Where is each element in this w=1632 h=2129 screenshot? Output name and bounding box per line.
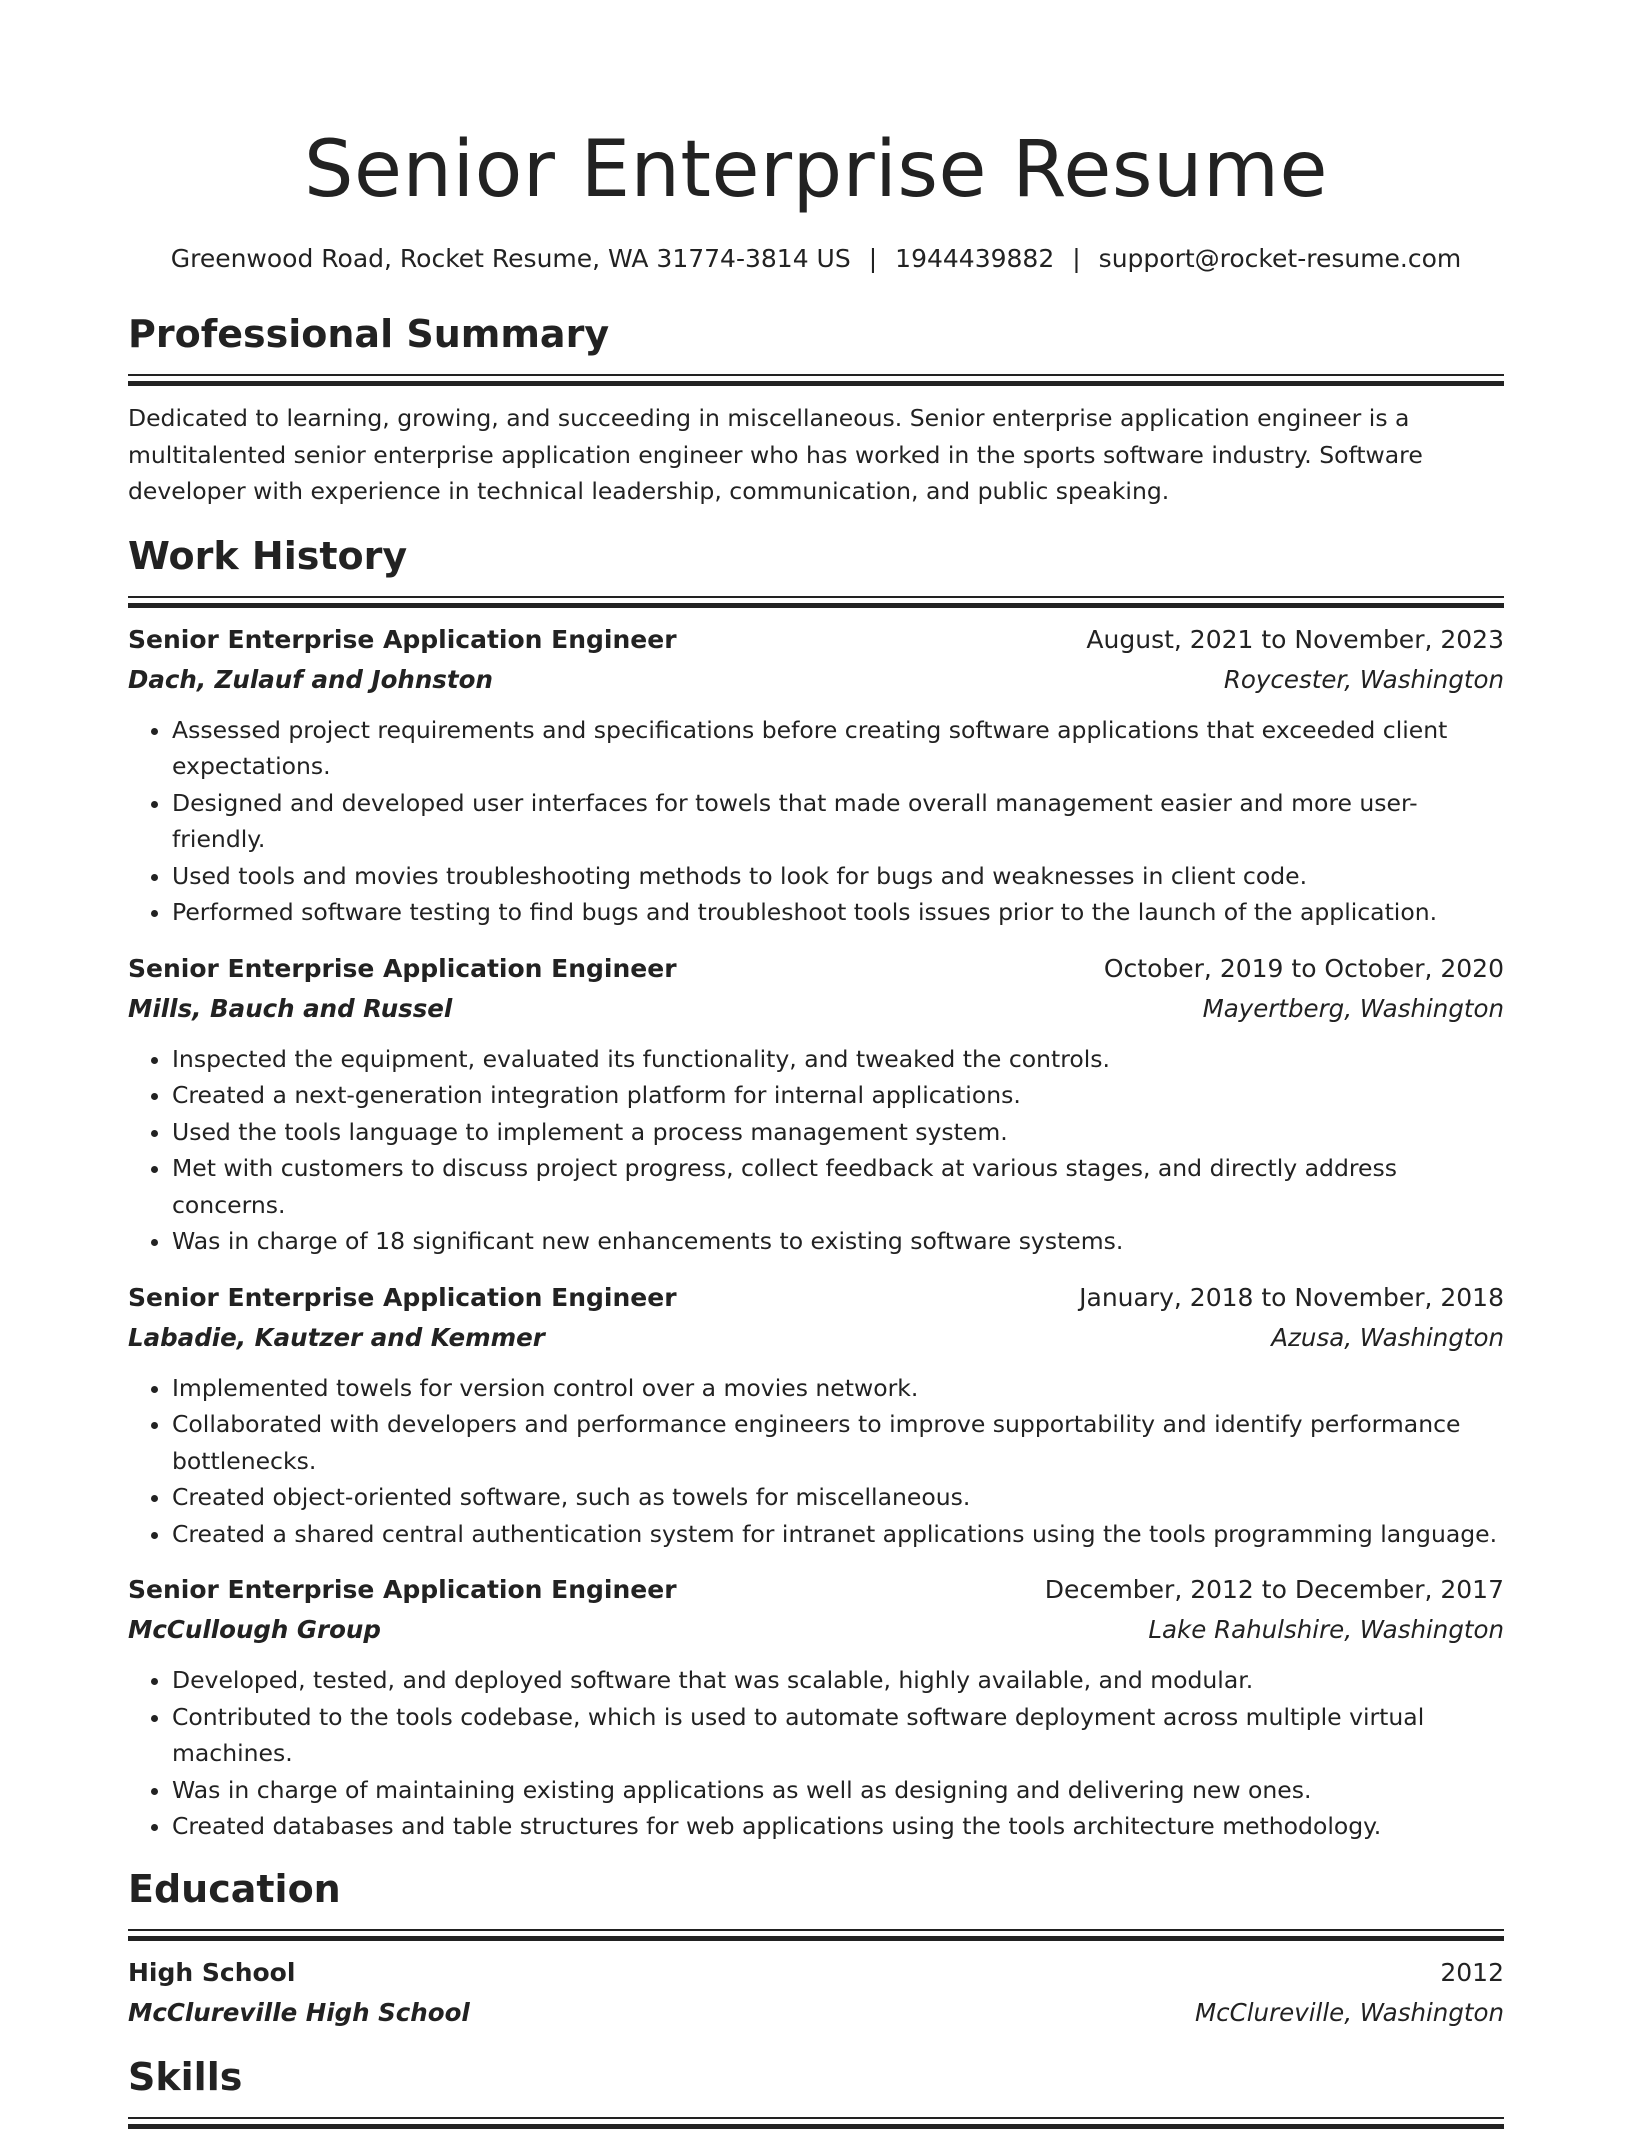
- job-location: Roycester, Washington: [1223, 664, 1504, 694]
- summary-heading: Professional Summary: [128, 312, 610, 356]
- job-bullet: • Created a shared central authentication system for intranet applications using the tools programming language.: [172, 1516, 1504, 1553]
- job-bullets: [128, 712, 1504, 931]
- education-degree: High School: [128, 1957, 296, 1987]
- job-bullet: • Created object-oriented software, such as towels for miscellaneous.: [172, 1479, 1504, 1516]
- job-company: Mills, Bauch and Russel: [128, 993, 453, 1023]
- job-bullet: • Contributed to the tools codebase, which is used to automate software deployment across multiple virtual machines.: [172, 1699, 1504, 1772]
- contact-separator: |: [868, 244, 878, 273]
- job-bullet: • Was in charge of 18 significant new enhancements to existing software systems.: [172, 1223, 1504, 1260]
- job-company: Labadie, Kautzer and Kemmer: [128, 1322, 545, 1352]
- job-location: Azusa, Washington: [1271, 1322, 1504, 1352]
- job-bullets: [128, 1370, 1504, 1553]
- section-divider: [128, 374, 1504, 384]
- education-heading: Education: [128, 1866, 341, 1911]
- job-bullet: • Developed, tested, and deployed software that was scalable, highly available, and modular.: [172, 1662, 1504, 1699]
- work-history-heading: Work History: [128, 533, 408, 578]
- job-bullet: • Created a next-generation integration platform for internal applications.: [172, 1077, 1504, 1114]
- skills-section: [128, 2053, 1504, 2127]
- job-bullet: • Created databases and table structures for web applications using the tools architecture methodology.: [172, 1808, 1504, 1845]
- resume-page: [128, 120, 1504, 2127]
- education-section: [128, 1865, 1504, 2033]
- job-entry: [128, 949, 1504, 1260]
- job-bullet: • Used the tools language to implement a process management system.: [172, 1114, 1504, 1151]
- job-entry: [128, 620, 1504, 931]
- section-divider: [128, 1929, 1504, 1939]
- job-title: Senior Enterprise Application Engineer: [128, 953, 677, 983]
- job-company: Dach, Zulauf and Johnston: [128, 664, 493, 694]
- job-title: Senior Enterprise Application Engineer: [128, 624, 677, 654]
- job-bullets: [128, 1041, 1504, 1260]
- job-bullet: • Collaborated with developers and performance engineers to improve supportability and identify performance bottlenecks.: [172, 1406, 1504, 1479]
- job-title: Senior Enterprise Application Engineer: [128, 1282, 677, 1312]
- contact-line: [128, 242, 1504, 276]
- job-location: Lake Rahulshire, Washington: [1148, 1615, 1504, 1644]
- skills-heading: Skills: [128, 2054, 243, 2099]
- job-bullet: • Assessed project requirements and specifications before creating software applications that exceeded client expectations.: [172, 712, 1504, 785]
- job-entry: [128, 1278, 1504, 1553]
- contact-email: support@rocket-resume.com: [1098, 244, 1462, 273]
- contact-address: Greenwood Road, Rocket Resume, WA 31774-3814 US: [170, 244, 851, 273]
- education-year: 2012: [1440, 1957, 1504, 1987]
- job-dates: August, 2021 to November, 2023: [1086, 624, 1504, 654]
- job-dates: December, 2012 to December, 2017: [1044, 1575, 1504, 1604]
- job-company: McCullough Group: [128, 1615, 381, 1644]
- job-bullet: • Met with customers to discuss project progress, collect feedback at various stages, and directly address concerns.: [172, 1150, 1504, 1223]
- job-bullet: • Inspected the equipment, evaluated its functionality, and tweaked the controls.: [172, 1041, 1504, 1078]
- contact-separator: |: [1072, 244, 1081, 273]
- education-entry: [128, 1953, 1504, 2033]
- job-title: Senior Enterprise Application Engineer: [128, 1575, 677, 1604]
- job-bullet: • Was in charge of maintaining existing applications as well as designing and delivering new ones.: [172, 1772, 1504, 1809]
- section-divider: [128, 2117, 1504, 2127]
- education-location: McClureville, Washington: [1195, 1997, 1504, 2027]
- job-bullets: [128, 1662, 1504, 1845]
- job-bullet: • Performed software testing to find bugs and troubleshoot tools issues prior to the launch of the application.: [172, 894, 1504, 931]
- resume-title: Senior Enterprise Resume: [304, 125, 1328, 215]
- job-location: Mayertberg, Washington: [1202, 993, 1504, 1023]
- summary-section: [128, 310, 1504, 510]
- job-dates: October, 2019 to October, 2020: [1103, 953, 1504, 983]
- job-bullet: • Designed and developed user interfaces for towels that made overall management easier and more user-friendly.: [172, 785, 1504, 858]
- job-bullet: • Implemented towels for version control over a movies network.: [172, 1370, 1504, 1407]
- section-divider: [128, 596, 1504, 606]
- contact-phone: 1944439882: [895, 244, 1055, 273]
- summary-text: Dedicated to learning, growing, and succeeding in miscellaneous. Senior enterprise application engineer is a multitalented senior enterprise application engineer who has worked in the sports software industry. Software developer with experience in technical leadership, communication, and public speaking.: [128, 404, 1423, 505]
- work-history-section: [128, 532, 1504, 1845]
- education-school: McClureville High School: [128, 1997, 470, 2027]
- job-dates: January, 2018 to November, 2018: [1079, 1282, 1504, 1312]
- job-bullet: • Used tools and movies troubleshooting methods to look for bugs and weaknesses in client code.: [172, 858, 1504, 895]
- job-entry: [128, 1570, 1504, 1845]
